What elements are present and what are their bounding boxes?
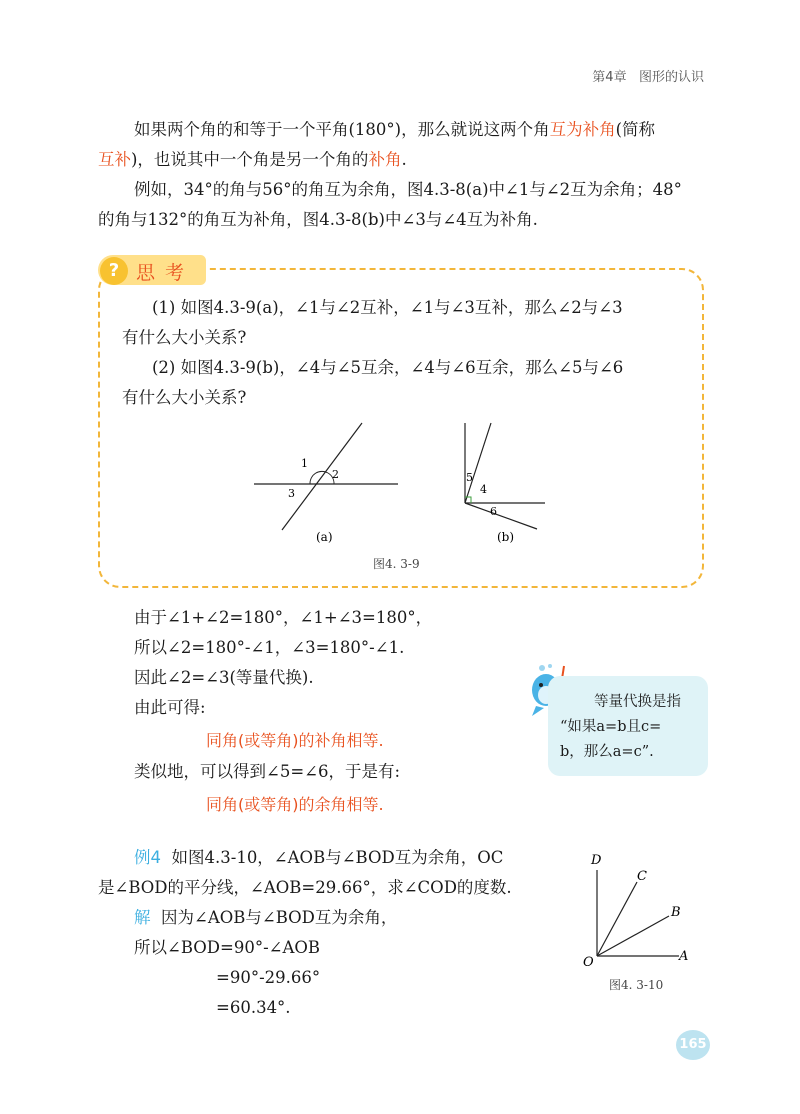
tip-line-1: 等量代换是指 [594, 694, 681, 710]
intro-text: . [401, 150, 407, 169]
intro-text: )，也说其中一个角是另一个角的 [131, 150, 369, 169]
solution-text: 因为∠AOB与∠BOD互为余角， [161, 908, 398, 927]
fig-a-label-3: 3 [288, 487, 295, 500]
term-supplement: 补角 [368, 150, 402, 169]
fig-b-label-4: 4 [480, 483, 487, 496]
intro-line-2 [98, 148, 407, 172]
conclusion-complement: 同角(或等角)的余角相等. [206, 795, 384, 814]
page-number: 165 [676, 1030, 710, 1060]
think-q2-line-1: (2) 如图4.3-9(b)，∠4与∠5互余，∠4与∠6互余，那么∠5与∠6 [152, 358, 624, 377]
solution-line-2: 所以∠BOD=90°-∠AOB [134, 938, 321, 957]
fig-b-slanted-up-line [465, 423, 491, 503]
conclusion-supplement: 同角(或等角)的补角相等. [206, 731, 384, 750]
tip-line-3: b，那么a=c”. [560, 744, 654, 760]
reasoning-line-4: 由此可得: [134, 698, 206, 717]
example-4-line-1 [134, 846, 503, 870]
chapter-title: 图形的认识 [638, 70, 704, 85]
reasoning-line-1: 由于∠1+∠2=180°，∠1+∠3=180°， [134, 608, 433, 627]
example-4-text: 如图4.3-10，∠AOB与∠BOD互为余角，OC [171, 848, 504, 867]
solution-line-4: =60.34°. [216, 998, 291, 1017]
example-line-1: 例如，34°的角与56°的角互为余角，图4.3-8(a)中∠1与∠2互为余角；48° [134, 180, 682, 199]
intro-text: 如果两个角的和等于一个平角(180°)，那么就说这两个角 [134, 120, 550, 139]
figure-4-3-10 [575, 848, 705, 998]
fig-a-caption: (a) [316, 530, 333, 544]
reasoning-line-2: 所以∠2=180°-∠1，∠3=180°-∠1. [134, 638, 405, 657]
term-supplementary-angles: 互为补角 [549, 120, 616, 139]
term-supplementary-short: 互补 [98, 150, 131, 169]
example-4-line-2: 是∠BOD的平分线，∠AOB=29.66°，求∠COD的度数. [98, 878, 512, 897]
reasoning-line-3: 因此∠2=∠3(等量代换). [134, 668, 314, 687]
label-o: O [583, 955, 594, 970]
label-d: D [591, 853, 602, 868]
fig-a-label-2: 2 [332, 468, 339, 481]
fig-b-label-6: 6 [490, 505, 497, 518]
label-c: C [637, 869, 647, 884]
solution-line-1 [134, 906, 397, 930]
fig-b-slanted-down-line [465, 503, 537, 529]
chapter-header [592, 66, 704, 85]
label-a: A [679, 949, 689, 964]
question-bulb-icon: ? [100, 257, 128, 285]
label-b: B [671, 905, 681, 920]
example-line-2: 的角与132°的角互为补角，图4.3-8(b)中∠3与∠4互为补角. [98, 210, 538, 229]
intro-line-1 [134, 118, 655, 142]
solution-line-3: =90°-29.66° [216, 968, 321, 987]
fig-a-slanted-line [282, 423, 362, 530]
figure-4-3-9-caption: 图4. 3-9 [373, 557, 420, 571]
chapter-number: 第4章 [592, 70, 627, 85]
think-label: 思考 [136, 262, 195, 284]
figure-4-3-10-caption: 图4. 3-10 [609, 978, 664, 992]
intro-text: (简称 [615, 120, 656, 139]
think-q1-line-1: (1) 如图4.3-9(a)，∠1与∠2互补，∠1与∠3互补，那么∠2与∠3 [152, 298, 623, 317]
figure-4-3-9 [240, 415, 570, 575]
fig-a-angle-arc [310, 471, 328, 484]
reasoning-line-5: 类似地，可以得到∠5=∠6，于是有: [134, 762, 401, 781]
tip-line-2: “如果a=b且c= [560, 719, 662, 735]
example-4-label: 例4 [134, 848, 161, 867]
think-q1-line-2: 有什么大小关系? [122, 328, 247, 347]
fig-b-label-5: 5 [466, 471, 473, 484]
fig-a-label-1: 1 [301, 457, 308, 470]
solution-label: 解 [134, 908, 151, 927]
think-q2-line-2: 有什么大小关系? [122, 388, 247, 407]
fig-b-caption: (b) [497, 530, 515, 544]
